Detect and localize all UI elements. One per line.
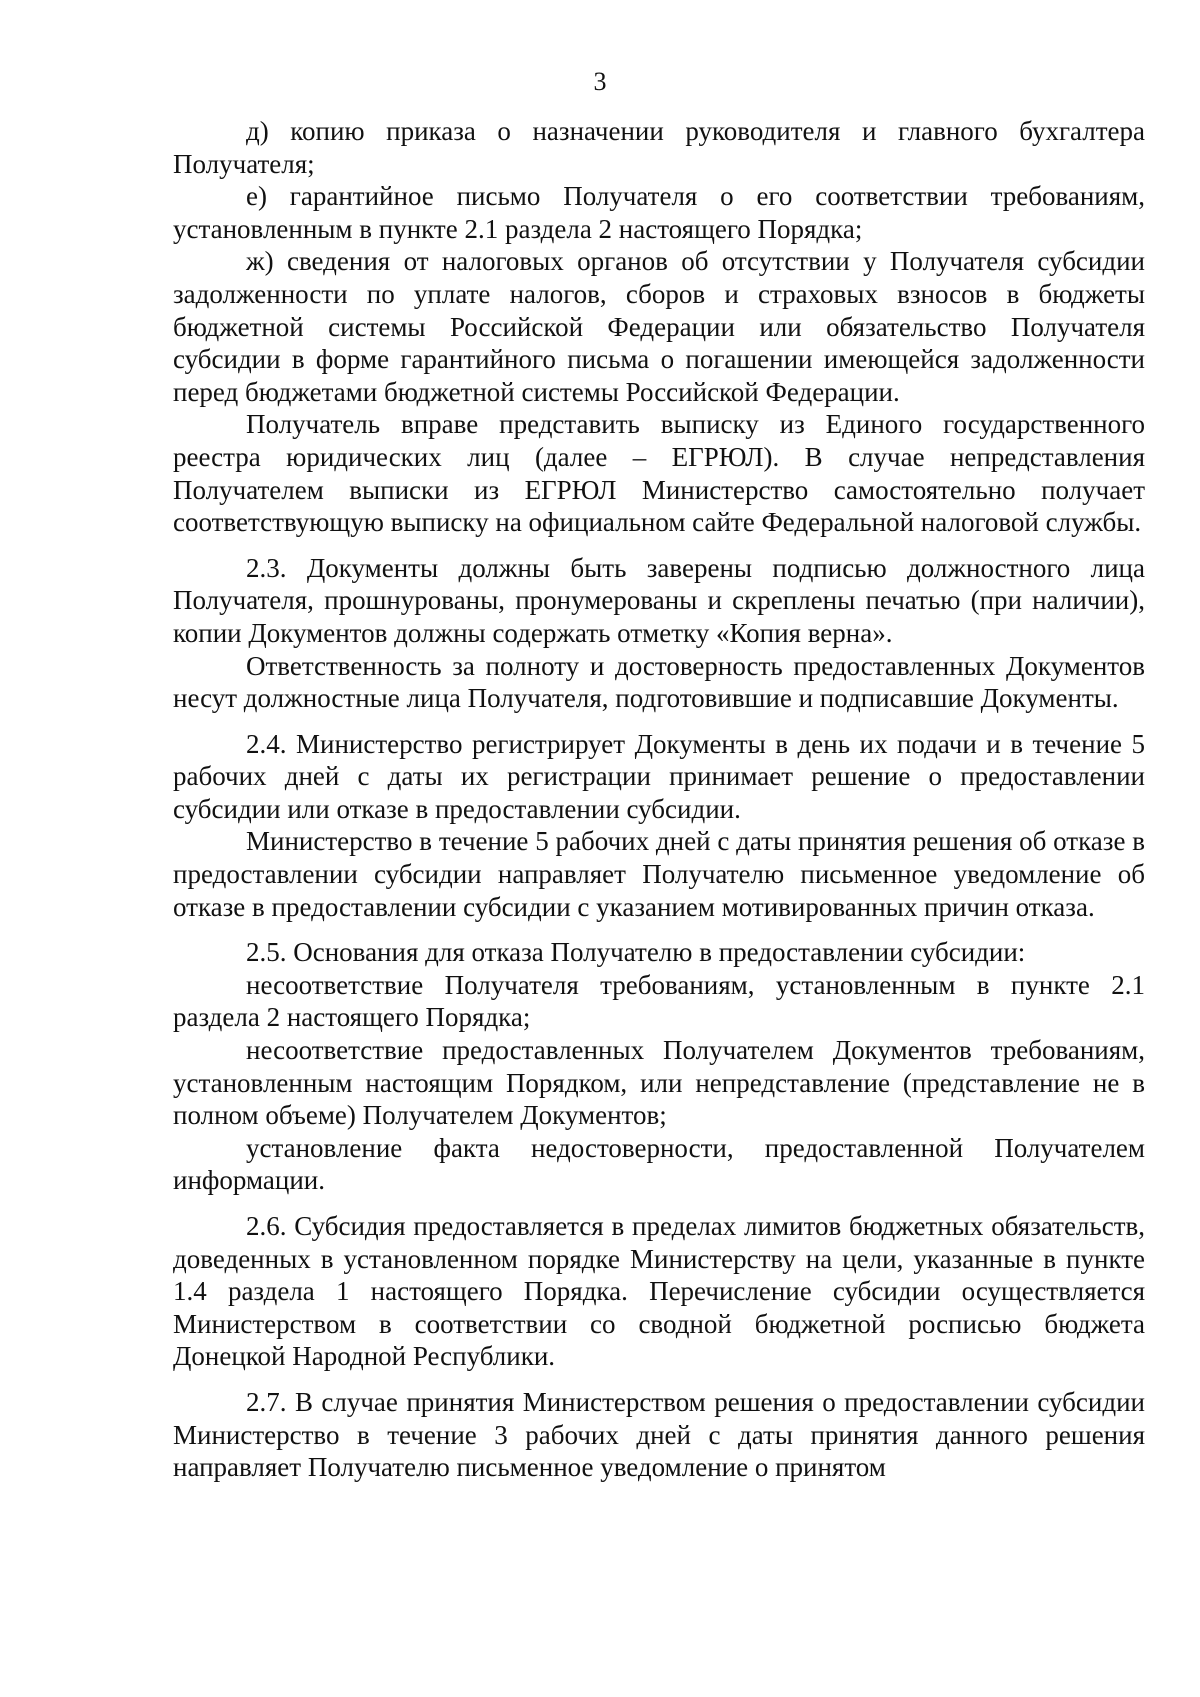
page-number: 3	[593, 67, 607, 96]
paragraph-2-3: 2.3. Документы должны быть заверены подписью должностного лица Получателя, прошнурованы, пронумерованы и скреплены печатью (при наличии), копии Документов должны содержать отметку «Копия верна».	[173, 552, 1145, 648]
paragraph-ground-1: несоответствие Получателя требованиям, установленным в пункте 2.1 раздела 2 настоящего Порядка;	[173, 969, 1145, 1033]
paragraph-refusal-notice: Министерство в течение 5 рабочих дней с даты принятия решения об отказе в предоставлении субсидии направляет Получателю письменное уведомление об отказе в предоставлении субсидии с указанием мотивированных причин отказа.	[173, 826, 1145, 922]
paragraph-ground-3: установление факта недостоверности, предоставленной Получателем информации.	[173, 1132, 1145, 1196]
paragraph-2-5: 2.5. Основания для отказа Получателю в предоставлении субсидии:	[246, 937, 1026, 968]
paragraph-responsibility: Ответственность за полноту и достоверность предоставленных Документов несут должностные лица Получателя, подготовившие и подписавшие Документы.	[173, 650, 1145, 714]
paragraph-2-7: 2.7. В случае принятия Министерством решения о предоставлении субсидии Министерство в течение 3 рабочих дней с даты принятия данного решения направляет Получателю письменное уведомление о принятом	[173, 1386, 1145, 1483]
paragraph-2-4: 2.4. Министерство регистрирует Документы в день их подачи и в течение 5 рабочих дней с даты их регистрации принимает решение о предоставлении субсидии или отказе в предоставлении субсидии.	[173, 728, 1145, 824]
paragraph-item-d: д) копию приказа о назначении руководителя и главного бухгалтера Получателя;	[173, 116, 1145, 179]
paragraph-ground-2: несоответствие предоставленных Получателем Документов требованиям, установленным настоящим Порядком, или непредставление (представление не в полном объеме) Получателем Документов;	[173, 1035, 1145, 1131]
paragraph-item-e: е) гарантийное письмо Получателя о его соответствии требованиям, установленным в пункте 2.1 раздела 2 настоящего Порядка;	[173, 181, 1145, 244]
paragraph-item-zh: ж) сведения от налоговых органов об отсутствии у Получателя субсидии задолженности по уплате налогов, сборов и страховых взносов в бюджеты бюджетной системы Российской Федерации или обязательство Получателя субсидии в форме гарантийного письма о погашении имеющейся задолженности перед бюджетами бюджетной системы Российской Федерации.	[173, 246, 1145, 407]
paragraph-egrul: Получатель вправе представить выписку из Единого государственного реестра юридических лиц (далее – ЕГРЮЛ). В случае непредставления Получателем выписки из ЕГРЮЛ Министерство самостоятельно получает соответствующую выписку на официальном сайте Федеральной налоговой службы.	[173, 409, 1145, 538]
document-body	[173, 115, 1145, 1484]
paragraph-2-6: 2.6. Субсидия предоставляется в пределах лимитов бюджетных обязательств, доведенных в установленном порядке Министерству на цели, указанные в пункте 1.4 раздела 1 настоящего Порядка. Перечисление субсидии осуществляется Министерством в соответствии со сводной бюджетной росписью бюджета Донецкой Народной Республики.	[173, 1211, 1145, 1372]
